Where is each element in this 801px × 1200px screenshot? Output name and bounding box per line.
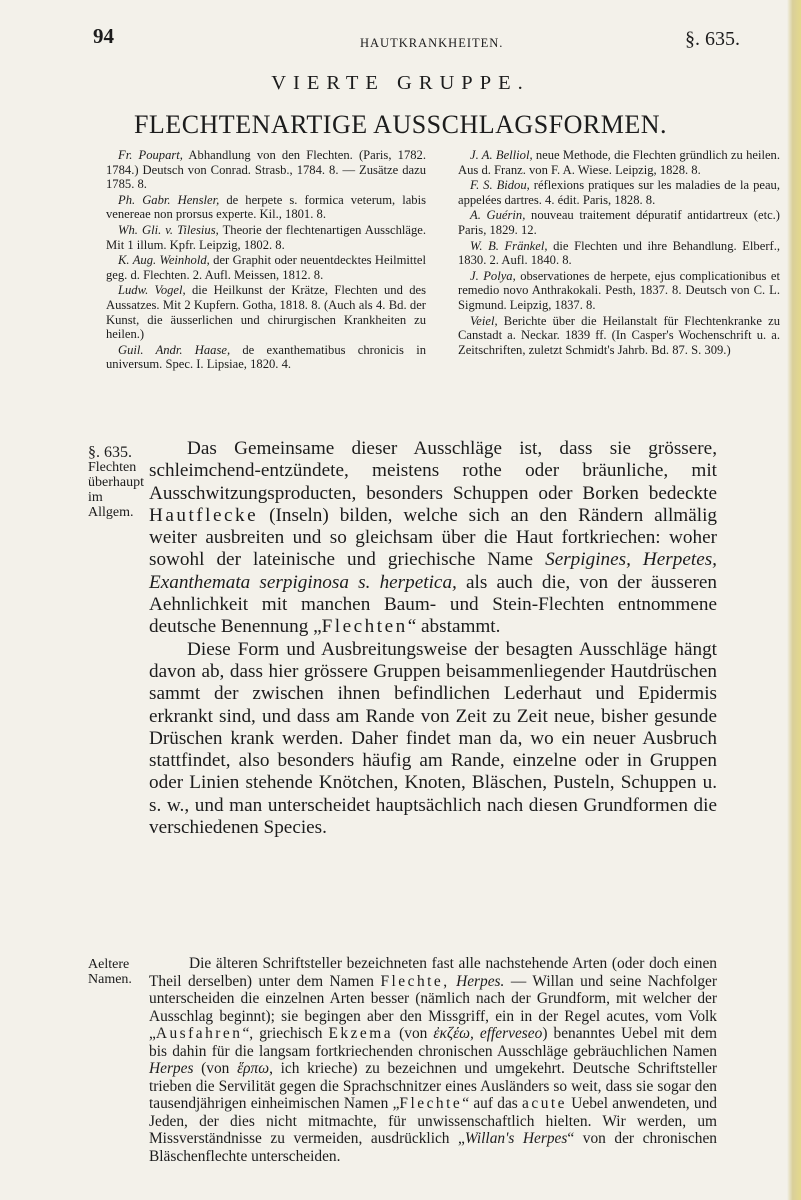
paragraph: Das Gemeinsame dieser Ausschläge ist, dass sie grössere, schleimchend-entzündete, meistens rothe oder bräunliche, mit Ausschwitzungsproducten, besonders Schuppen oder Borken bedeckte Hautflecke (Inseln) bilden, welche sich an den Rändern allmälig weiter ausbreiten und so gleichsam über die Haut fortkriechen: woher sowohl der lateinische und griechische Name Serpigines, Herpetes, Exanthemata serpiginosa s. herpetica, als auch die, von der äusseren Aehnlichkeit mit manchen Baum- und Stein-Flechten entnommene deutsche Benennung „Flechten“ abstammt. [149,438,717,638]
small-text [149,955,717,1165]
group-title: VIERTE GRUPPE. [271,72,530,94]
bib-entry: Ludw. Vogel, die Heilkunst der Krätze, Flechten und des Aussatzes. Mit 2 Kupfern. Gotha, 1818. 8. (Auch als 4. Bd. der Kunst, die äusserlichen und chirurgischen Krankheiten zu heilen.) [106,283,426,342]
bib-entry: Veiel, Berichte über die Heilanstalt für Flechtenkranke zu Canstadt a. Neckar. 1839 ff. (In Casper's Wochenschrift u. a. Zeitschriften, zuletzt Schmidt's Jahrb. Bd. 87. S. 309.) [458,313,780,357]
bib-entry: Wh. Gli. v. Tilesius, Theorie der flechtenartigen Ausschläge. Mit 1 illum. Kpfr. Leipzig, 1802. 8. [106,222,426,252]
main-text [149,438,717,839]
paragraph: Diese Form und Ausbreitungsweise der besagten Ausschläge hängt davon ab, dass hier grössere Gruppen beisammenliegender Hautdrüschen sammt der zwischen ihnen befindlichen Lederhaut und Epidermis erkrankt sind, und dass am Rande von Zeit zu Zeit neue, bisher gesunde Drüschen krank werden. Daher findet man da, wo ein neuer Ausbruch stattfindet, also besonders häufig am Rande, einzelne oder in Gruppen oder Linien stehende Knötchen, Knoten, Bläschen, Pusteln, Schuppen u. s. w., und man unterscheidet hauptsächlich nach diesen Grundformen die verschiedenen Species. [149,638,717,839]
bib-entry: A. Guérin, nouveau traitement dépuratif antidartreux (etc.) Paris, 1829. 12. [458,208,780,237]
margin-note-aeltere: Aeltere Namen. [88,957,132,987]
page-edge [787,0,801,1200]
bib-entry: K. Aug. Weinhold, der Graphit oder neuentdecktes Heilmittel geg. d. Flechten. 2. Aufl. Meissen, 1812. 8. [106,253,426,282]
section-reference: §. 635. [685,28,740,50]
bibliography-left [106,148,426,373]
margin-note-section: §. 635. Flechten überhaupt im Allgem. [88,444,144,520]
bib-entry: W. B. Fränkel, die Flechten und ihre Behandlung. Elberf., 1830. 2. Aufl. 1840. 8. [458,238,780,268]
main-title: FLECHTENARTIGE AUSSCHLAGSFORMEN. [133,110,668,139]
paragraph: Die älteren Schriftsteller bezeichneten fast alle nachstehende Arten (oder doch einen Theil derselben) unter dem Namen Flechte, Herpes. — Willan und seine Nachfolger unterscheiden die einzelnen Arten besser (nämlich nach der Grundform, mit welcher der Ausschlag beginnt); sie begingen aber den Missgriff, ein in der Regel acutes, vom Volk „Ausfahren“, griechisch Ekzema (von ἐκζέω, efferveseo) benanntes Uebel mit dem bis dahin für die langsam fortkriechenden chronischen Ausschläge gebräuchlichen Namen Herpes (von ἕρπω, ich krieche) zu bezeichnen und umgekehrt. Deutsche Schriftsteller trieben die Servilität gegen die Sprachschnitzer eines Ausländers so weit, dass sie sogar den tausendjährigen einheimischen Namen „Flechte“ auf das acute Uebel anwendeten, und Jeden, der dies nicht mitmachte, für unwissenschaftlich hielten. Wir werden, um Missverständnisse zu vermeiden, ausdrücklich „Willan's Herpes“ von der chronischen Bläschenflechte unterscheiden. [149,955,717,1165]
bib-entry: F. S. Bidou, réflexions pratiques sur les maladies de la peau, appelées dartres. 4. édit. Paris, 1828. 8. [458,178,780,207]
bib-entry: Fr. Poupart, Abhandlung von den Flechten. (Paris, 1782. 1784.) Deutsch von Conrad. Strasb., 1784. 8. — Zusätze dazu 1785. 8. [106,148,426,192]
page-number: 94 [93,24,114,48]
bibliography-right [458,148,780,358]
running-head: HAUTKRANKHEITEN. [360,36,504,50]
bib-entry: Guil. Andr. Haase, de exanthematibus chronicis in universum. Spec. I. Lipsiae, 1820. 4. [106,342,426,372]
bib-entry: Ph. Gabr. Hensler, de herpete s. formica veterum, labis venereae non prorsus experte. Kil., 1801. 8. [106,192,426,222]
bib-entry: J. A. Belliol, neue Methode, die Flechten gründlich zu heilen. Aus d. Franz. von F. A. Wiese. Leipzig, 1828. 8. [458,148,780,177]
bib-entry: J. Polya, observationes de herpete, ejus complicationibus et remedio novo Anthrakokali. Pesth, 1837. 8. Deutsch von C. L. Sigmund. Leipzig, 1837. 8. [458,268,780,312]
